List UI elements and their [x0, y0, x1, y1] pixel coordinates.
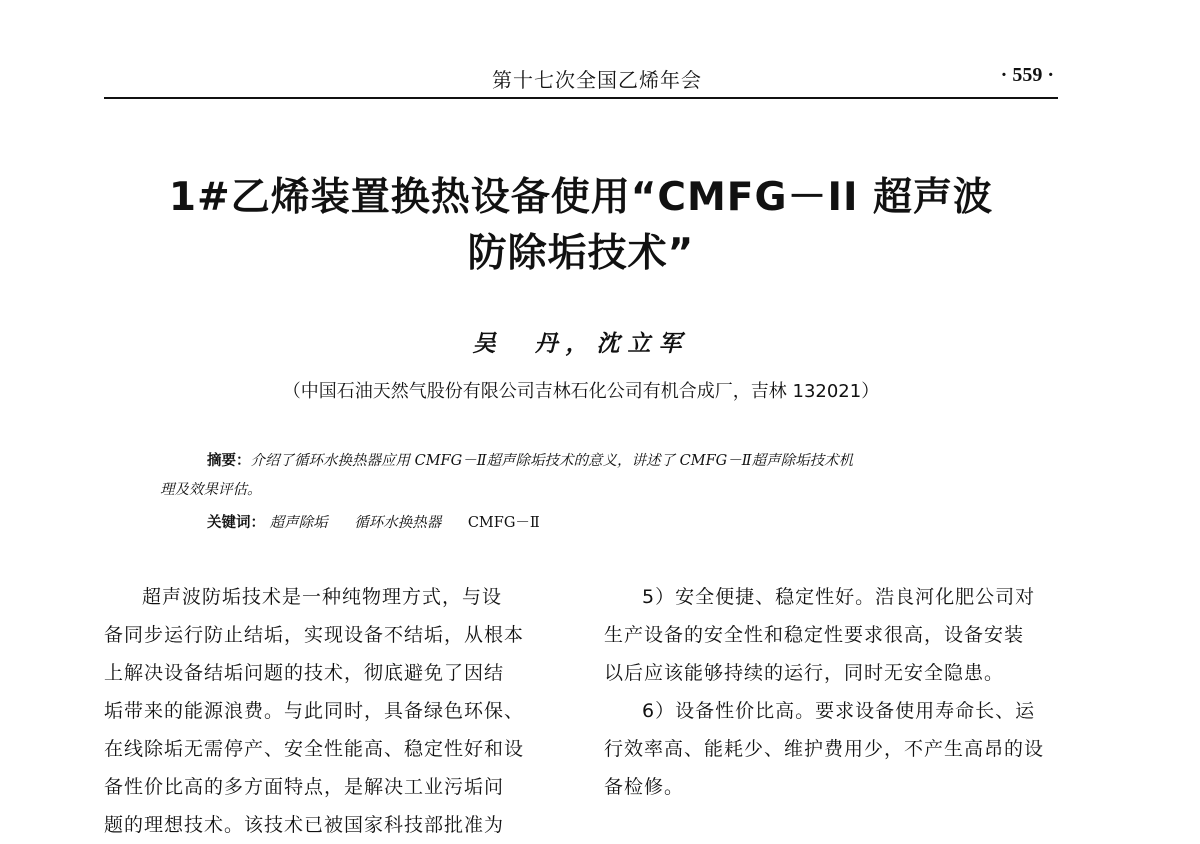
body-line: 上解决设备结垢问题的技术，彻底避免了因结	[104, 662, 505, 684]
body-line: 备同步运行防止结垢，实现设备不结垢，从根本	[104, 624, 525, 646]
body-line: 超声波防垢技术是一种纯物理方式，与设	[142, 586, 503, 608]
body-line: 生产设备的安全性和稳定性要求很高，设备安装	[604, 624, 1025, 646]
keyword: CMFG－Ⅱ	[467, 515, 540, 531]
body-line: 以后应该能够持续的运行，同时无安全隐患。	[604, 662, 1005, 684]
running-head	[104, 62, 1058, 92]
body-right-column	[604, 578, 1064, 806]
abstract-label: 摘要：	[207, 453, 251, 469]
body-line: 题的理想技术。该技术已被国家科技部批准为	[104, 814, 505, 836]
body-line: 垢带来的能源浪费。与此同时，具备绿色环保、	[104, 700, 525, 722]
authors: 吴 丹，沈立军	[472, 330, 690, 357]
page-number: · 559 ·	[1000, 64, 1054, 86]
abstract-text-1: 介绍了循环水换热器应用 CMFG－Ⅱ超声除垢技术的意义，讲述了 CMFG－Ⅱ超声除垢技术机	[250, 453, 854, 469]
abstract	[160, 443, 1010, 509]
affiliation: （中国石油天然气股份有限公司吉林石化公司有机合成厂，吉林 132021）	[282, 381, 880, 402]
keyword: 超声除垢	[269, 515, 328, 531]
abstract-text-2: 理及效果评估。	[160, 482, 262, 498]
body-line: 备检修。	[604, 776, 685, 798]
paper-title-line-1: 1#乙烯装置换热设备使用“CMFG－II 超声波	[168, 175, 994, 220]
header-rule	[104, 97, 1058, 99]
body-line: 5）安全便捷、稳定性好。浩良河化肥公司对	[642, 586, 1036, 608]
body-line: 在线除垢无需停产、安全性能高、稳定性好和设	[104, 738, 525, 760]
paper-title-line-2: 防除垢技术”	[467, 231, 695, 276]
conference-name: 第十七次全国乙烯年会	[492, 68, 702, 92]
keywords	[207, 511, 1007, 532]
body-left-column	[104, 578, 564, 844]
body-line: 行效率高、能耗少、维护费用少，不产生高昂的设	[604, 738, 1045, 760]
keywords-label: 关键词：	[207, 515, 265, 531]
body-line: 备性价比高的多方面特点，是解决工业污垢问	[104, 776, 505, 798]
keyword: 循环水换热器	[354, 515, 442, 531]
body-line: 6）设备性价比高。要求设备使用寿命长、运	[642, 700, 1036, 722]
